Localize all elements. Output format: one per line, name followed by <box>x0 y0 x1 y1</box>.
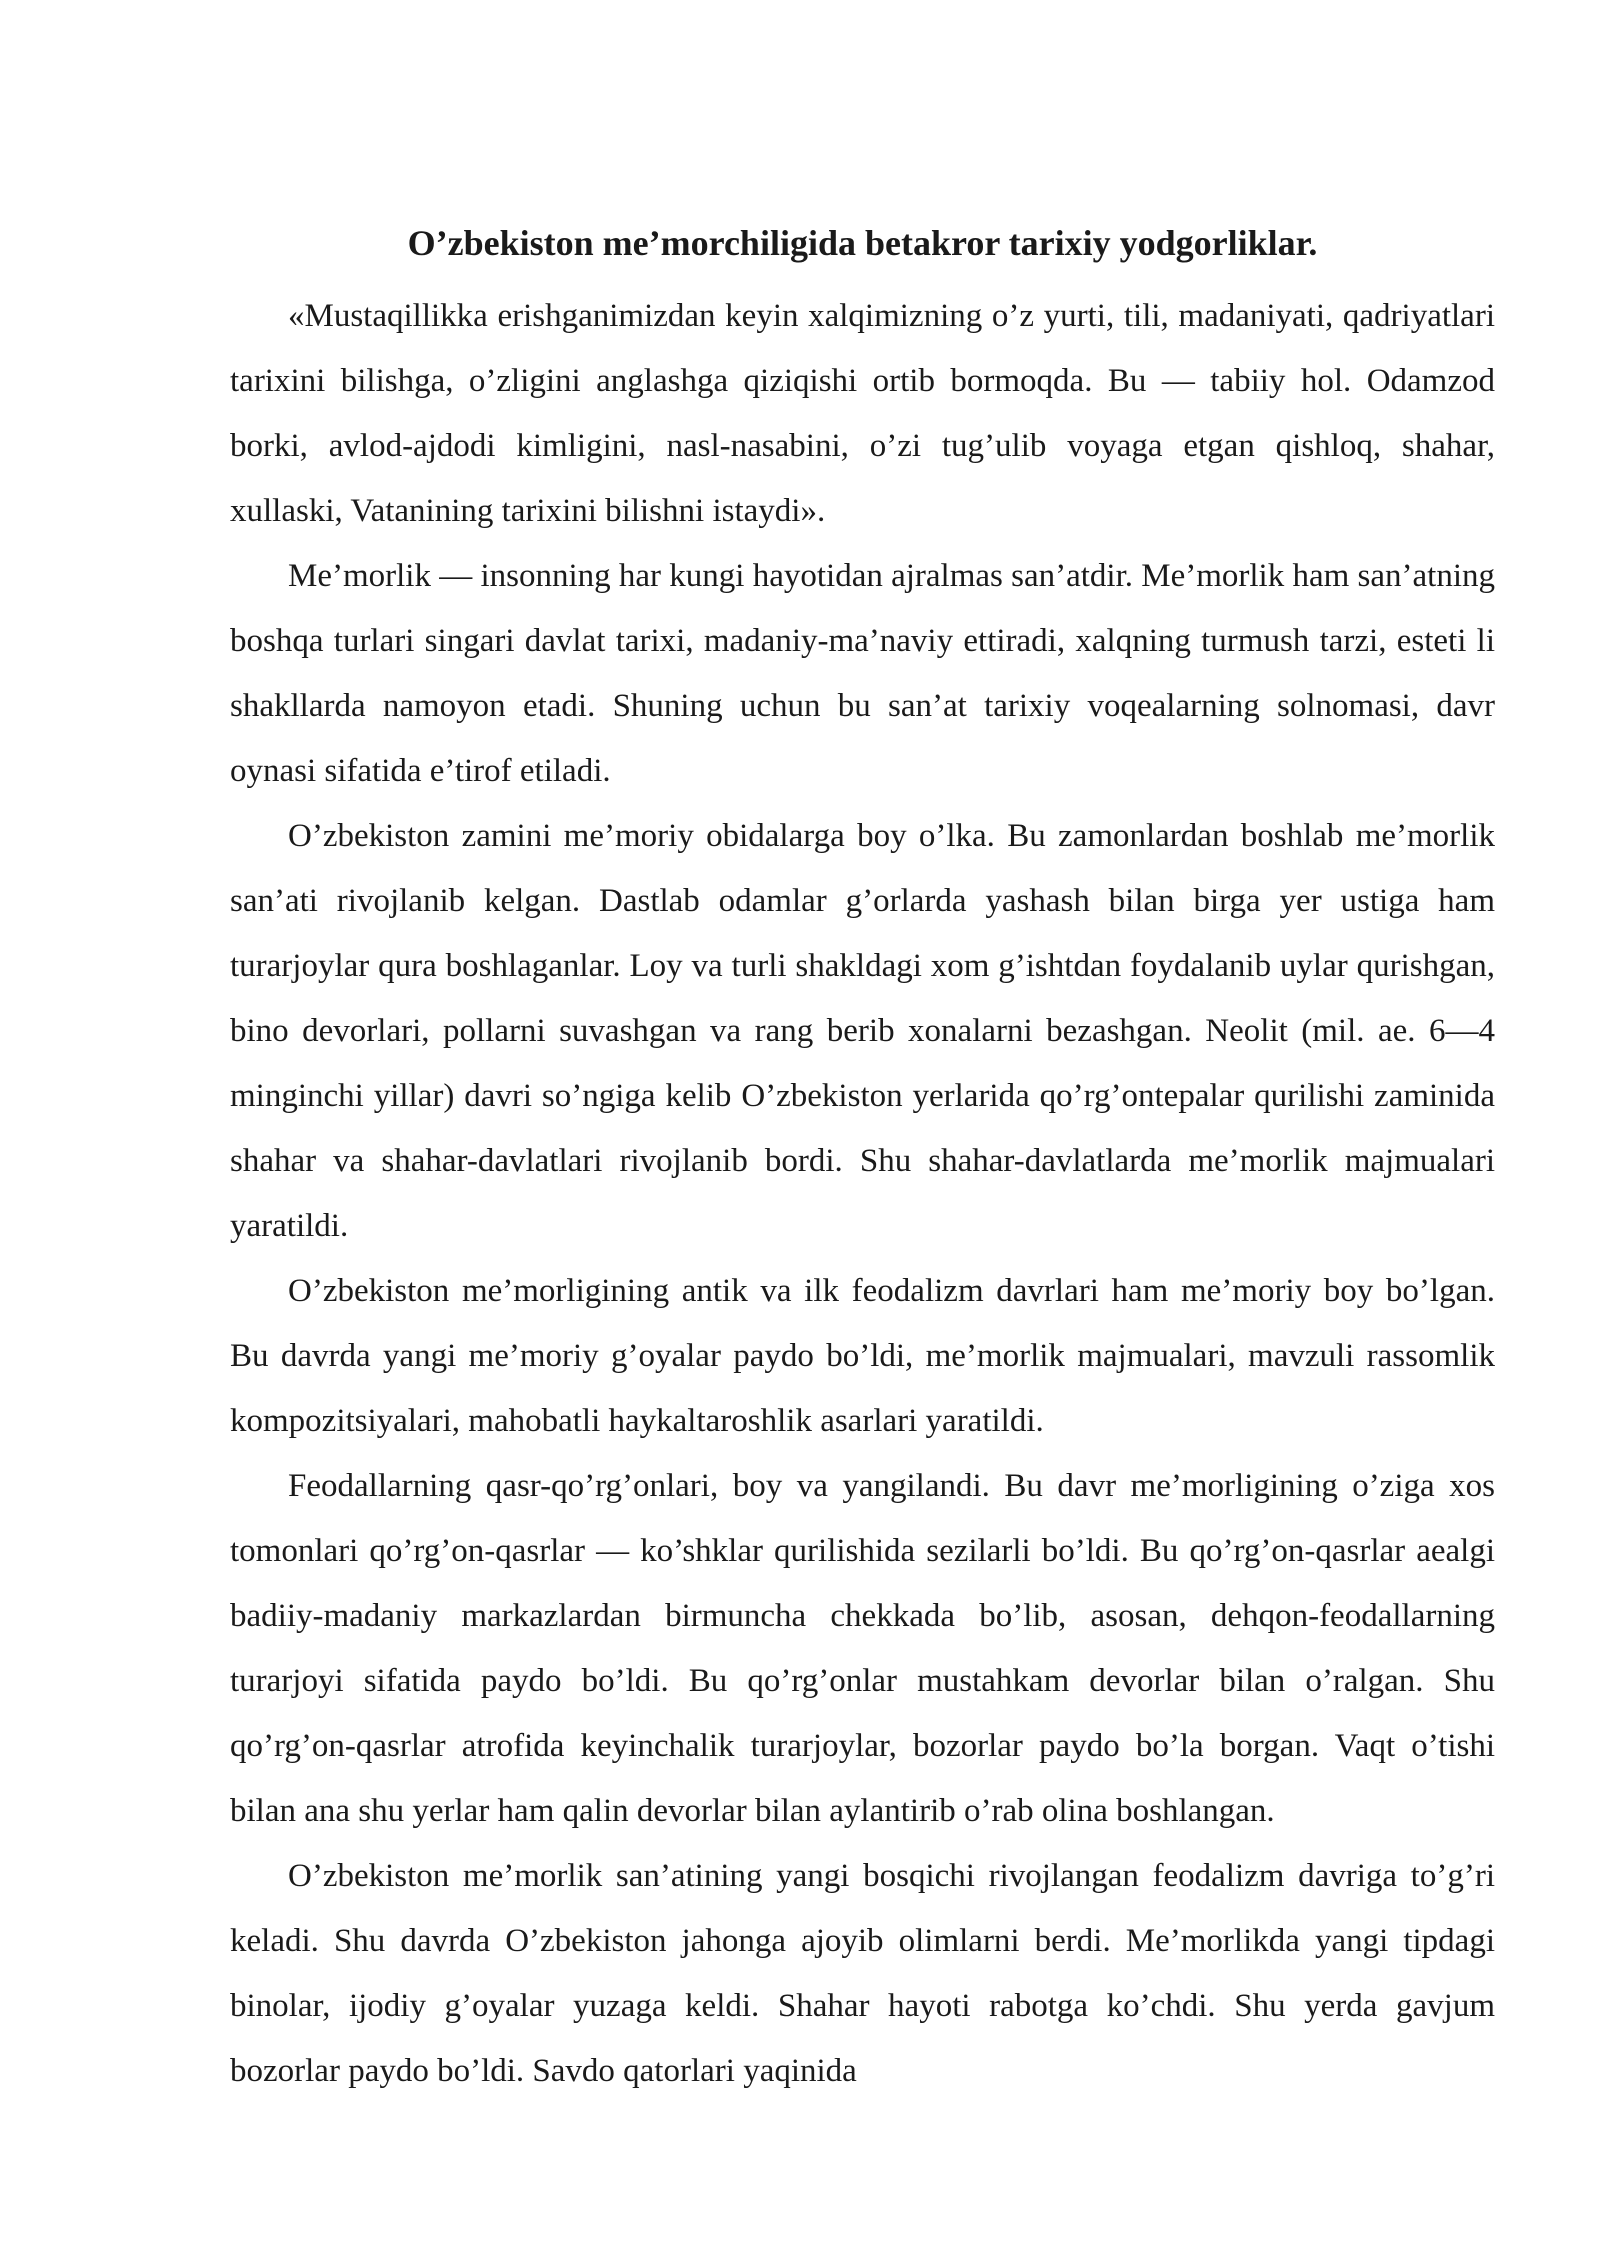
paragraph-developed-feudalism: O’zbekiston me’morlik san’atining yangi bosqichi rivojlangan feodalizm davriga to’g’ri keladi. Shu davrda O’zbekiston jahonga ajoyib olimlarni berdi. Me’morlikda yangi tipdagi binolar, ijodiy g’oyalar yuzaga keldi. Shahar hayoti rabotga ko’chdi. Shu yerda gavjum bozorlar paydo bo’ldi. Savdo qatorlari yaqinida <box>230 1858 1495 2089</box>
paragraph-architecture-art: Me’morlik — insonning har kungi hayotidan ajralmas san’atdir. Me’morlik ham san’atning boshqa turlari singari davlat tarixi, madaniy-ma’naviy ettiradi, xalqning turmush tarzi, esteti li shakllarda namoyon etadi. Shuning uchun bu san’at tarixiy voqealarning solnomasi, davr oynasi sifatida e’tirof etiladi. <box>230 558 1495 789</box>
paragraph-quote: «Mustaqillikka erishganimizdan keyin xalqimizning o’z yurti, tili, madaniyati, qadriyatlari tarixini bilishga, o’zligini anglashga qiziqishi ortib bormoqda. Bu — tabiiy hol. Odamzod borki, avlod-ajdodi kimligini, nasl-nasabini, o’zi tug’ulib voyaga etgan qishloq, shahar, xullaski, Vatanining tarixini bilishni istaydi». <box>230 298 1495 529</box>
paragraph-ancient-architecture: O’zbekiston zamini me’moriy obidalarga boy o’lka. Bu zamonlardan boshlab me’morlik san’ati rivojlanib kelgan. Dastlab odamlar g’orlarda yashash bilan birga yer ustiga ham turarjoylar qura boshlaganlar. Loy va turli shakldagi xom g’ishtdan foydalanib uylar qurishgan, bino devorlari, pollarni suvashgan va rang berib xonalarni bezashgan. Neolit (mil. ae. 6—4 minginchi yillar) davri so’ngiga kelib O’zbekiston yerlarida qo’rg’ontepalar qurilishi zaminida shahar va shahar-davlatlari rivojlanib bordi. Shu shahar-davlatlarda me’morlik majmualari yaratildi. <box>230 818 1495 1244</box>
paragraph-feudal-castles: Feodallarning qasr-qo’rg’onlari, boy va yangilandi. Bu davr me’morligining o’ziga xos tomonlari qo’rg’on-qasrlar — ko’shklar qurilishida sezilarli bo’ldi. Bu qo’rg’on-qasrlar aealgi badiiy-madaniy markazlardan birmuncha chekkada bo’lib, asosan, dehqon-feodallarning turarjoyi sifatida paydo bo’ldi. Bu qo’rg’onlar mustahkam devorlar bilan o’ralgan. Shu qo’rg’on-qasrlar atrofida keyinchalik turarjoylar, bozorlar paydo bo’la borgan. Vaqt o’tishi bilan ana shu yerlar ham qalin devorlar bilan aylantirib o’rab olina boshlangan. <box>230 1468 1495 1829</box>
document-title: O’zbekiston me’morchiligida betakror tarixiy yodgorliklar. <box>407 223 1318 263</box>
document-body <box>230 218 1495 2104</box>
paragraph-antique-period: O’zbekiston me’morligining antik va ilk feodalizm davrlari ham me’moriy boy bo’lgan. Bu davrda yangi me’moriy g’oyalar paydo bo’ldi, me’morlik majmualari, mavzuli rassomlik kompozitsiyalari, mahobatli haykaltaroshlik asarlari yaratildi. <box>230 1273 1495 1439</box>
